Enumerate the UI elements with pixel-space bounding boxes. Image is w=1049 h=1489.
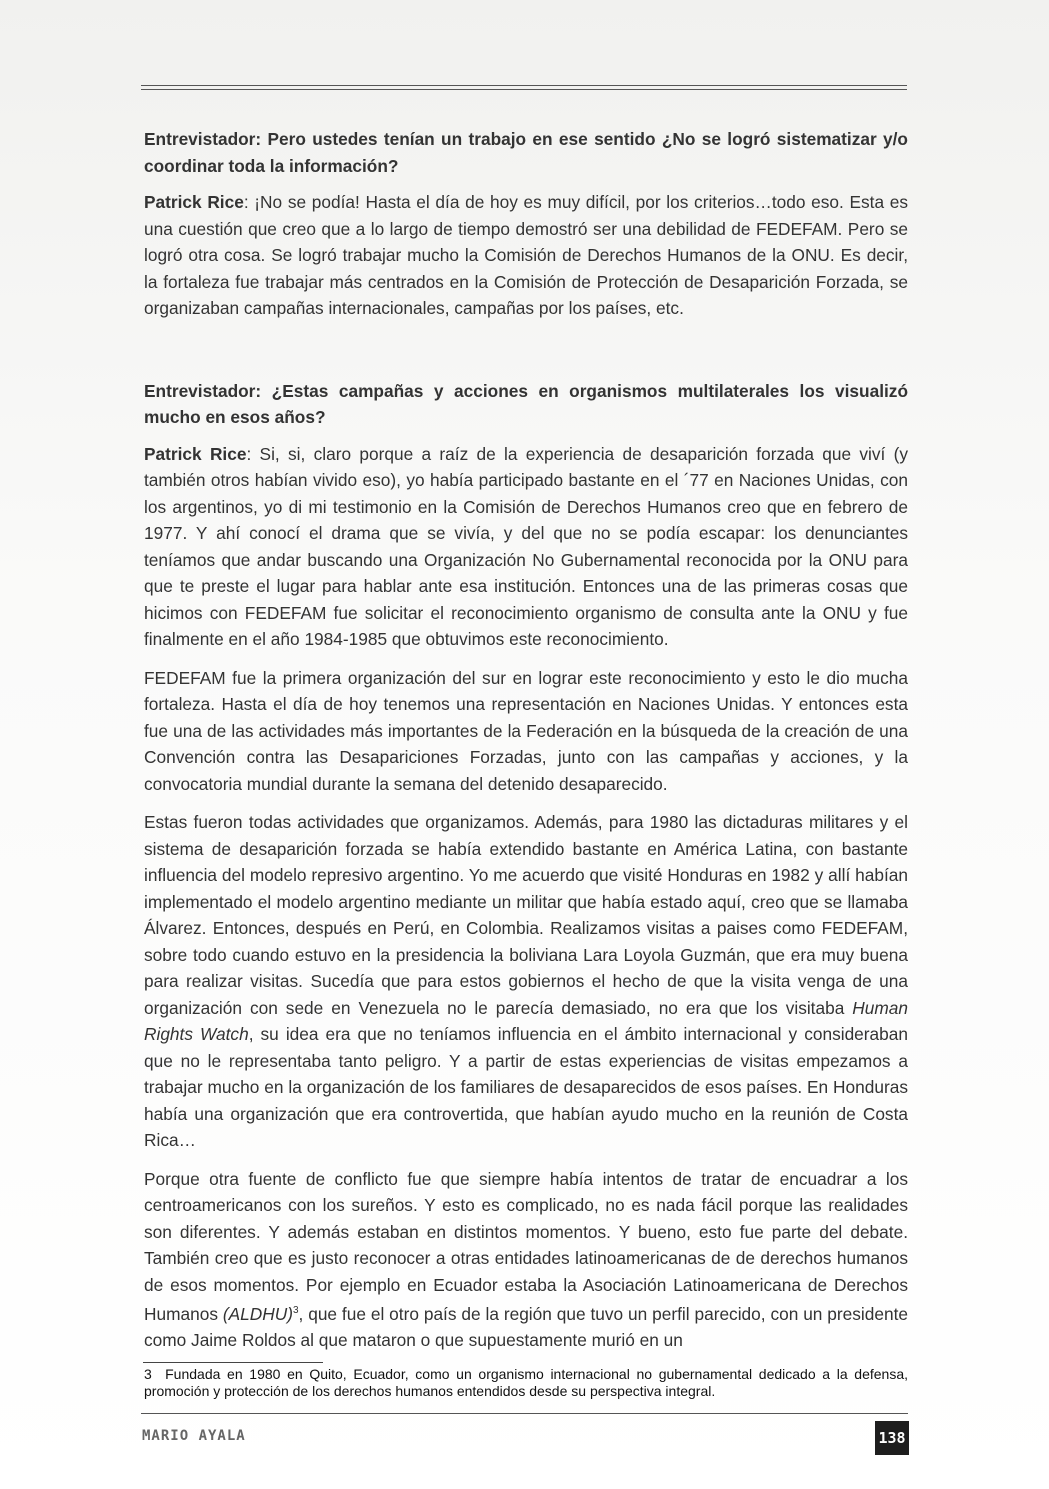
paragraph-text: , que fue el otro país de la región que tuvo un perfil parecido, con un presidente como Jaime Roldos al que mataron o que supuestamente murió en un — [144, 1303, 909, 1351]
page-number: 138 — [875, 1421, 909, 1455]
interviewer-question: Entrevistador: Pero ustedes tenían un trabajo en ese sentido ¿No se logró sistematizar y/o coordinar toda la información? — [144, 129, 908, 176]
body-paragraph — [144, 809, 908, 1154]
italic-title: Human Rights Watch — [144, 997, 908, 1044]
speaker-name: Patrick Rice — [144, 443, 247, 464]
abbreviation: (ALDHU) — [222, 1303, 293, 1324]
paragraph-text: Porque otra fuente de conflicto fue que siempre había intentos de tratar de encuadrar a los centroamericanos con los sureños. Y esto es complicado, no es nada fácil porque las realidades son diferentes. Y además estaban en distintos momentos. Y bueno, esto fue parte del debate. También creo que es justo reconocer a otras entidades latinoamericanas de de derechos humanos de esos momentos. Por ejemplo en Ecuador estaba la Asociación Latinoamericana de Derechos Humanos — [144, 1168, 908, 1324]
footer-rule — [141, 1413, 908, 1414]
answer-paragraph — [144, 441, 908, 653]
interviewer-question: Entrevistador: ¿Estas campañas y acciones en organismos multilaterales los visualizó mucho en esos años? — [144, 380, 908, 427]
footnote-number: 3 — [144, 1366, 152, 1382]
body-paragraph: FEDEFAM fue la primera organización del sur en lograr este reconocimiento y esto le dio mucha fortaleza. Hasta el día de hoy tenemos una representación en Naciones Unidas. Y entonces esta fue una de las actividades más importantes de la Federación en la búsqueda de la creación de una Convención contra las Desapariciones Forzadas, junto con las campañas y acciones, y la convocatoria mundial durante la semana del detenido desaparecido. — [144, 667, 908, 794]
speaker-name: Patrick Rice — [144, 192, 244, 212]
header-rule — [141, 89, 907, 90]
footnote — [144, 1366, 908, 1400]
body-paragraph — [144, 1166, 908, 1354]
footnote-text: Fundada en 1980 en Quito, Ecuador, como un organismo internacional no gubernamental dedicado a la defensa, promoción y protección de los derechos humanos entendidos desde su perspectiva integral. — [144, 1366, 908, 1399]
author-name: MARIO AYALA — [142, 1428, 246, 1444]
footnote-ref[interactable]: 3 — [292, 1305, 299, 1316]
answer-text: : ¡No se podía! Hasta el día de hoy es muy difícil, por los criterios…todo eso. Esta es una cuestión que creo que a lo largo de tiempo demostró ser una debilidad de FEDEFAM. Pero se logró otra cosa. Se logró trabajar mucho la Comisión de Derechos Humanos de la ONU. Es decir, la fortaleza fue trabajar más centrados en la Comisión de Protección de Desaparición Forzada, se organizaban campañas internacionales, campañas por los países, etc. — [144, 192, 908, 318]
header-rule — [141, 85, 907, 86]
footnote-divider — [143, 1362, 323, 1363]
paragraph-text: Estas fueron todas actividades que organizamos. Además, para 1980 las dictaduras militares y el sistema de desaparición forzada se había extendido bastante en América Latina, con bastante influencia del modelo represivo argentino. Yo me acuerdo que visité Honduras en 1982 y allí habían implementado el modelo argentino mediante un militar que había estado aquí, creo que se llamaba Álvarez. Entonces, después en Perú, en Colombia. Realizamos visitas a paises como FEDEFAM, sobre todo cuando estuvo en la presidencia la boliviana Lara Loyola Guzmán, que era muy buena para realizar visitas. Sucedía que para estos gobiernos el hecho de que la visita venga de una organización con sede en Venezuela no le parecía demasiado, no era que los visitaba — [144, 812, 908, 1018]
answer-paragraph — [144, 189, 908, 322]
answer-text: : Si, si, claro porque a raíz de la experiencia de desaparición forzada que viví (y también otros habían vivido eso), yo había participado bastante en el ´77 en Naciones Unidas, con los argentinos, yo di mi testimonio en la Comisión de Derechos Humanos creo que en febrero de 1977. Y ahí conocí el drama que se vivía, y del que no se podía escapar: los denunciantes teníamos que andar buscando una Organización No Gubernamental reconocida por la ONU para que te preste el lugar para hablar ante esa institución. Entonces una de las primeras cosas que hicimos con FEDEFAM fue solicitar el reconocimiento organismo de consulta ante la ONU y fue finalmente en el año 1984-1985 que obtuvimos este reconocimiento. — [144, 443, 908, 649]
page-body — [144, 126, 908, 1366]
paragraph-text: , su idea era que no teníamos influencia en el ámbito internacional y consideraban que no le representaba tanto peligro. Y a partir de estas experiencias de visitas empezamos a trabajar mucho en la organización de los familiares de desaparecidos de esos países. En Honduras había una organización que era controvertida, que habían ayudo mucho en la reunión de Costa Rica… — [144, 1024, 908, 1150]
